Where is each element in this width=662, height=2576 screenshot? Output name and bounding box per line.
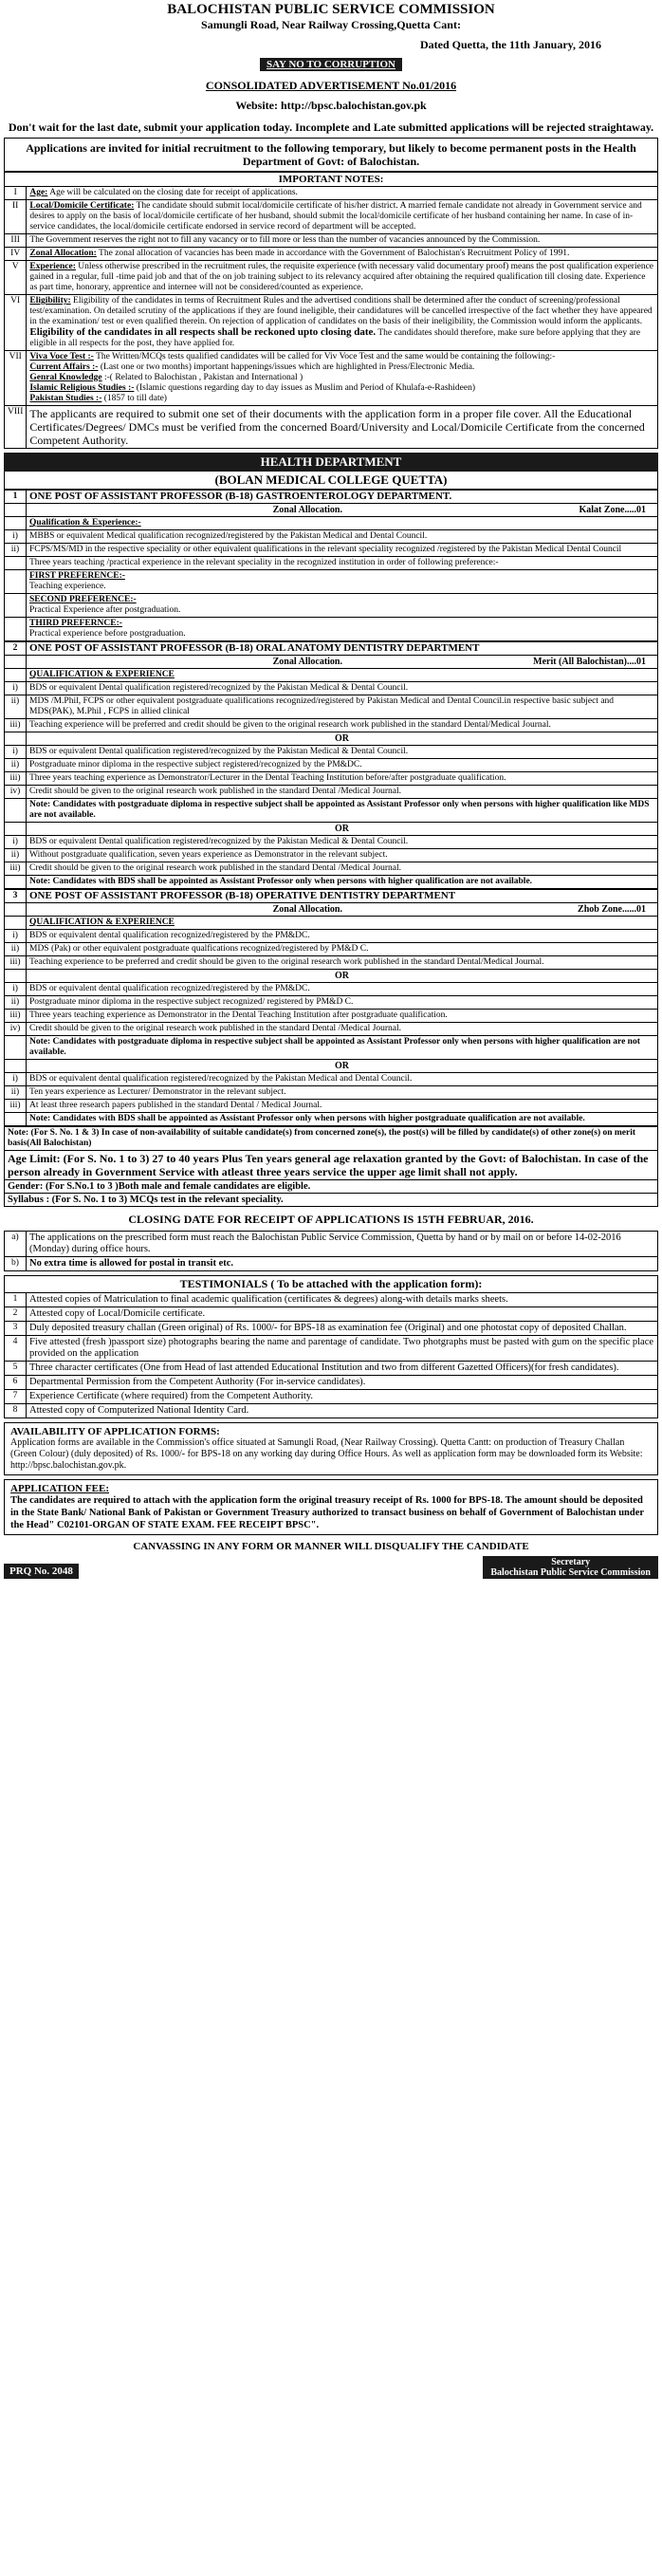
post-zone-row: [5, 656, 658, 669]
testimonial-text: Attested copy of Local/Domicile certificate.: [27, 1307, 658, 1322]
note-row: [5, 187, 658, 200]
note-body: [27, 187, 658, 200]
item-body: [27, 682, 658, 695]
item-text: At least three research papers published in the standard Dental / Medical Journal.: [29, 1101, 322, 1110]
item-body: [27, 996, 658, 1010]
testimonial-row: [5, 1362, 658, 1376]
item-text: Practical experience before postgraduation.: [29, 629, 186, 639]
note-body: [27, 406, 658, 449]
post-number: 3: [5, 890, 27, 903]
item-number: iii): [5, 956, 27, 970]
zone-label: Zonal Allocation.: [272, 505, 342, 515]
advert-number: CONSOLIDATED ADVERTISEMENT No.01/2016: [205, 79, 457, 92]
post-zone-row: [5, 903, 658, 917]
item-number: iv): [5, 786, 27, 799]
website-line: Website: http://bpsc.balochistan.gov.pk: [235, 99, 427, 112]
commission-address: Samungli Road, Near Railway Crossing,Quetta Cant:: [201, 18, 461, 31]
item-number: [5, 1113, 27, 1126]
item-text: BDS or equivalent dental qualification recognized/registered by the PM&DC.: [29, 931, 310, 940]
post-number: 1: [5, 491, 27, 504]
item-body: [27, 1010, 658, 1023]
intro-box: [4, 138, 658, 172]
or-spacer: [5, 1060, 27, 1073]
note-row: [5, 234, 658, 248]
age-limit: Age Limit: (For S. No. 1 to 3) 27 to 40 years Plus Ten years general age relaxation granted by the Govt: of Balochistan. In case of the person already in Government Service with atleast three years service the upper age limit shall not apply.: [5, 1151, 658, 1180]
note-body: [27, 261, 658, 295]
item-text: Teaching experience to be preferred and credit should be given to the original research work published in the standard Dental/Medical Journal.: [29, 957, 544, 967]
item-body: [27, 1113, 658, 1126]
item-text: Three years teaching experience as Demonstrator in the Dental Teaching Institution after postgraduate qualification.: [29, 1010, 448, 1020]
availability-text: Application forms are available in the Commission's office situated at Samungli Road, (Near Railway Crossing). Quetta Cantt: on production of Treasury Challan (Green Colour) (duly deposited) of Rs. 1000/- for BPS-18 on any working day during Office Hours. As well as application form may be downloaded form its Website: http://bpsc.balochistan.gov.pk.: [10, 1437, 643, 1471]
item-number: iii): [5, 1100, 27, 1113]
item-text: BDS or equivalent dental qualification recognized/registered by the PM&DC.: [29, 984, 310, 993]
item-number: iii): [5, 719, 27, 732]
note-text: Unless otherwise prescribed in the recruitment rules, the requisite experience (with necessary valid documentary proof) means the post qualification experience gained in a regular, full -time paid job and that of the on job training subject to its relevancy acquired after obtaining the required qualification till closing date. Experience as part time, honorary, apprentice and internee will not be considered/counted as experience.: [29, 262, 654, 292]
note-tail: The candidates should therefore, make sure before applying that they are eligible in all respects for the post, they have applied for.: [29, 328, 641, 348]
testimonial-text: Duly deposited treasury challan (Green original) of Rs. 1000/- for BPS-18 as examination fee (Original) and one photostat copy of deposited Challan.: [27, 1322, 658, 1336]
item-number: [5, 799, 27, 823]
item-body: [27, 836, 658, 849]
qualification-item: [5, 1023, 658, 1036]
item-body: [27, 570, 658, 594]
qualification-item: [5, 1036, 658, 1060]
note-sub-item: [29, 394, 654, 404]
or-row: [5, 970, 658, 983]
closing-note-number: a): [5, 1232, 27, 1257]
item-text: Teaching experience will be preferred and credit should be given to the original research work published in the standard Dental/Medical Journal.: [29, 720, 551, 730]
item-number: iii): [5, 1010, 27, 1023]
qualification-item: [5, 876, 658, 889]
note-sub-label: Current Affairs :-: [29, 362, 99, 372]
post-qual-title: Qualification & Experience:-: [27, 517, 658, 530]
post-table: [4, 889, 658, 1126]
item-body: [27, 1086, 658, 1100]
closing-notes-table: [4, 1231, 658, 1271]
testimonial-row: [5, 1336, 658, 1362]
qualification-item: [5, 1086, 658, 1100]
canvassing-warning: CANVASSING IN ANY FORM OR MANNER WILL DISQUALIFY THE CANDIDATE: [133, 1541, 529, 1552]
item-body: [27, 983, 658, 996]
item-body: [27, 943, 658, 956]
post-zone-row: [5, 504, 658, 517]
note-label: Experience:: [29, 262, 76, 271]
footer: [4, 1556, 658, 1579]
qualification-item: [5, 956, 658, 970]
post-qual-row: [5, 917, 658, 930]
item-body: [27, 876, 658, 889]
item-body: [27, 530, 658, 544]
qualification-item: [5, 996, 658, 1010]
qualification-item: [5, 1100, 658, 1113]
closing-date: CLOSING DATE FOR RECEIPT OF APPLICATIONS IS 15TH FEBRUAR, 2016.: [128, 1213, 534, 1226]
item-number: [5, 557, 27, 570]
item-body: [27, 786, 658, 799]
item-text: BDS or equivalent Dental qualification registered/recognized by the Pakistan Medical & Dental Council.: [29, 837, 409, 846]
item-body: [27, 1036, 658, 1060]
qualification-item: [5, 786, 658, 799]
qualification-item: [5, 759, 658, 772]
testimonial-text: Attested copy of Computerized National Identity Card.: [27, 1404, 658, 1418]
posts-section: [4, 490, 658, 1126]
slogan-banner: SAY NO TO CORRUPTION: [260, 58, 402, 71]
item-text: Note: Candidates with BDS shall be appointed as Assistant Professor only when persons with higher postgraduate qualification are not available.: [29, 1114, 585, 1123]
note-text: The zonal allocation of vacancies has been made in accordance with the Government of Balochistan's Recruitment Policy of 1991.: [99, 249, 570, 258]
note-text: The candidate should submit local/domicile certificate of his/her district. A married female candidate not already in Government service and desires to apply on the basis of local/domicile certificate of her husband, should submit the local/domicile certificate of her husband containing her name. In case of in-service candidates, the local/domicile certificate endorsed in service record of department will be accepted.: [29, 201, 642, 232]
qualification-item: [5, 799, 658, 823]
item-heading: SECOND PREFERENCE:-: [29, 595, 137, 604]
qualification-item: [5, 849, 658, 862]
item-body: [27, 956, 658, 970]
note-bold: Eligibility of the candidates in all respects shall be reckoned upto closing date.: [29, 326, 377, 338]
item-body: [27, 1073, 658, 1086]
or-separator: OR: [27, 823, 658, 836]
testimonial-row: [5, 1376, 658, 1390]
post-zone-cell: [27, 903, 658, 917]
note-text: The Government reserves the right not to fill any vacancy or to fill more or less than the number of vacancies announced by the Commission.: [29, 235, 541, 245]
item-body: [27, 849, 658, 862]
item-body: [27, 618, 658, 641]
item-text: Postgraduate minor diploma in the respective subject recognized/ registered by PM&D C.: [29, 997, 354, 1007]
item-text: Credit should be given to the original research work published in the standard Dental /Medical Journal.: [29, 1024, 402, 1033]
post-title: ONE POST OF ASSISTANT PROFESSOR (B-18) ORAL ANATOMY DENTISTRY DEPARTMENT: [27, 642, 658, 656]
item-body: [27, 544, 658, 557]
post-qual-title: QUALIFICATION & EXPERIENCE: [27, 669, 658, 682]
note-text: The applicants are required to submit one set of their documents with the application form in a proper file cover. All the Educational Certificates/Degrees/ DMCs must be verified from the concerned Board/University and Local/Domicile Certificate from the concerned Competent Authority.: [29, 407, 645, 447]
testimonial-number: 2: [5, 1307, 27, 1322]
item-number: ii): [5, 544, 27, 557]
post-title-row: [5, 491, 658, 504]
post-title: ONE POST OF ASSISTANT PROFESSOR (B-18) OPERATIVE DENTISTRY DEPARTMENT: [27, 890, 658, 903]
item-number: ii): [5, 849, 27, 862]
or-separator: OR: [27, 1060, 658, 1073]
item-text: Three years teaching experience as Demonstrator/Lecturer in the Dental Teaching Institution before/after postgraduate qualification.: [29, 773, 506, 783]
item-text: Postgraduate minor diploma in the respective subject registered/recognized by the PM&DC.: [29, 760, 362, 769]
secretary-org: Balochistan Public Service Commission: [490, 1567, 651, 1578]
note-row: [5, 406, 658, 449]
item-text: BDS or equivalent Dental qualification registered/recognized by the Pakistan Medical & Dental Council.: [29, 747, 409, 756]
item-number: [5, 570, 27, 594]
note-number: IV: [5, 248, 27, 261]
post-title: ONE POST OF ASSISTANT PROFESSOR (B-18) GASTROENTEROLOGY DEPARTMENT.: [27, 491, 658, 504]
warning-text: Don't wait for the last date, submit your application today. Incomplete and Late submitted applications will be rejected straightaway.: [8, 120, 654, 134]
note-sub-item: [29, 383, 654, 394]
item-body: [27, 695, 658, 719]
post-table: [4, 641, 658, 889]
zone-label: Zonal Allocation.: [272, 904, 342, 915]
post-qual-title: QUALIFICATION & EXPERIENCE: [27, 917, 658, 930]
item-number: i): [5, 682, 27, 695]
or-row: [5, 823, 658, 836]
note-body: [27, 295, 658, 351]
qualification-item: [5, 557, 658, 570]
secretary-title: Secretary: [551, 1557, 591, 1567]
item-number: iii): [5, 862, 27, 876]
or-spacer: [5, 970, 27, 983]
item-text: Three years teaching /practical experience in the relevant speciality in the recognized institution in order of following preference:-: [29, 558, 499, 567]
testimonials-title: TESTIMONIALS ( To be attached with the application form):: [4, 1275, 658, 1292]
post-zone-cell: [27, 656, 658, 669]
note-label: Zonal Allocation:: [29, 249, 97, 258]
department-name: HEALTH DEPARTMENT: [4, 453, 658, 472]
item-number: [5, 594, 27, 618]
testimonial-row: [5, 1404, 658, 1418]
item-number: i): [5, 530, 27, 544]
note-sub-item: [29, 373, 654, 383]
or-row: [5, 732, 658, 746]
item-number: i): [5, 983, 27, 996]
note-number: VI: [5, 295, 27, 351]
item-text: Credit should be given to the original research work published in the standard Dental /Medical Journal.: [29, 787, 402, 796]
or-separator: OR: [27, 970, 658, 983]
qualification-item: [5, 719, 658, 732]
closing-note-row: [5, 1232, 658, 1257]
closing-note-row: [5, 1257, 658, 1271]
item-body: [27, 759, 658, 772]
closing-note-text: No extra time is allowed for postal in transit etc.: [27, 1257, 658, 1271]
post-zone-spacer: [5, 903, 27, 917]
qualification-item: [5, 544, 658, 557]
note-label: Eligibility:: [29, 296, 71, 306]
note-number: I: [5, 187, 27, 200]
testimonial-row: [5, 1293, 658, 1307]
secretary-block: [483, 1556, 658, 1579]
item-number: i): [5, 930, 27, 943]
item-text: MDS /M.Phil, FCPS or other equivalent postgraduate qualifications recognized/registered by Pakistan Medical and Dental Council.in respective basic subject and MDS(PAK), M.Phil , FCPS in allied clinical: [29, 696, 615, 716]
item-number: ii): [5, 1086, 27, 1100]
post-qual-spacer: [5, 517, 27, 530]
note-sub-text: (Last one or two months) important happenings/issues which are highlighted in Press/Electronic Media.: [100, 362, 475, 372]
testimonial-number: 5: [5, 1362, 27, 1376]
note-text: The Written/MCQs tests qualified candidates will be called for Viv Voce Test and the same would be containing the following:-: [96, 352, 556, 361]
item-number: [5, 876, 27, 889]
testimonial-text: Attested copies of Matriculation to final academic qualification (certificates & degrees) along-with details marks sheets.: [27, 1293, 658, 1307]
note-number: II: [5, 200, 27, 234]
note-text: Age will be calculated on the closing date for receipt of applications.: [49, 188, 298, 197]
qualification-item: [5, 930, 658, 943]
item-number: iii): [5, 772, 27, 786]
qualification-item: [5, 1113, 658, 1126]
syllabus: Syllabus : (For S. No. 1 to 3) MCQs test in the relevant speciality.: [5, 1194, 658, 1207]
testimonial-number: 4: [5, 1336, 27, 1362]
note-sub-text: (Islamic questions regarding day to day issues as Muslim and Period of Khulafa-e-Rashideen): [136, 383, 476, 393]
qualification-item: [5, 862, 658, 876]
item-body: [27, 799, 658, 823]
qualification-item: [5, 943, 658, 956]
or-spacer: [5, 732, 27, 746]
testimonial-text: Departmental Permission from the Competent Authority (For in-service candidates).: [27, 1376, 658, 1390]
qualification-item: [5, 682, 658, 695]
post-title-row: [5, 642, 658, 656]
item-text: Credit should be given to the original research work published in the standard Dental /Medical Journal.: [29, 863, 402, 873]
item-number: iv): [5, 1023, 27, 1036]
item-text: BDS or equivalent Dental qualification registered/recognized by the Pakistan Medical & Dental Council.: [29, 683, 409, 693]
note-sub-label: Islamic Religious Studies :-: [29, 383, 135, 393]
testimonials-table: [4, 1292, 658, 1418]
item-text: Note: Candidates with postgraduate diploma in respective subject shall be appointed as Assistant Professor only when persons with higher qualification are not available.: [29, 1037, 640, 1057]
qualification-item: [5, 695, 658, 719]
advertisement-page: [4, 2, 658, 1579]
footnote: Note: (For S. No. 1 & 3) In case of non-availability of suitable candidate(s) from concerned zone(s), the post(s) will be filled by candidate(s) of other zone(s) on merit basis(All Balochistan): [5, 1127, 658, 1151]
item-heading: THIRD PREFERNCE:-: [29, 619, 122, 628]
item-number: ii): [5, 996, 27, 1010]
zone-value: Zhob Zone......01: [578, 904, 646, 915]
availability-box: [4, 1422, 658, 1475]
testimonial-row: [5, 1390, 658, 1404]
note-row: [5, 351, 658, 406]
intro-text: Applications are invited for initial recruitment to the following temporary, but likely to become permanent posts in the Health Department of Govt: of Balochistan.: [26, 141, 636, 168]
qualification-item: [5, 1010, 658, 1023]
qualification-item: [5, 1073, 658, 1086]
availability-title: AVAILABILITY OF APPLICATION FORMS:: [10, 1426, 220, 1437]
item-text: Note: Candidates with BDS shall be appointed as Assistant Professor only when persons with higher qualification are not available.: [29, 877, 533, 886]
item-number: [5, 1036, 27, 1060]
post-qual-spacer: [5, 917, 27, 930]
or-row: [5, 1060, 658, 1073]
qualification-item: [5, 618, 658, 641]
item-text: Without postgraduate qualification, seven years experience as Demonstrator in the relevant subject.: [29, 850, 388, 860]
item-body: [27, 594, 658, 618]
fee-text: The candidates are required to attach with the application form the original treasury receipt of Rs. 1000 for BPS-18. The amount should be deposited in the State Bank/ National Bank of Pakistan or Government Treasury authorized to transact business on behalf of Government of Balochistan under the Head" C02101-ORGAN OF STATE EXAM. FEE RECEIPT BPSC".: [10, 1495, 644, 1530]
closing-note-text: The applications on the prescribed form must reach the Balochistan Public Service Commission, Quetta by hand or by mail on or before 14-02-2016 (Monday) during office hours.: [27, 1232, 658, 1257]
item-text: MDS (Pak) or other equivalent postgraduate qualfications recognized/registered by PM&D C.: [29, 944, 369, 954]
post-qual-row: [5, 669, 658, 682]
item-number: i): [5, 836, 27, 849]
item-body: [27, 1100, 658, 1113]
fee-title: APPLICATION FEE:: [10, 1483, 109, 1494]
note-number: V: [5, 261, 27, 295]
item-number: ii): [5, 759, 27, 772]
post-table: [4, 490, 658, 641]
testimonial-row: [5, 1307, 658, 1322]
item-text: BDS or equivalent dental qualification registered/recognized by the Pakistan Medical and Dental Council.: [29, 1074, 413, 1084]
item-body: [27, 772, 658, 786]
qualification-item: [5, 836, 658, 849]
item-body: [27, 719, 658, 732]
note-row: [5, 248, 658, 261]
note-number: VIII: [5, 406, 27, 449]
or-separator: OR: [27, 732, 658, 746]
post-qual-row: [5, 517, 658, 530]
testimonial-text: Experience Certificate (where required) from the Competent Authority.: [27, 1390, 658, 1404]
item-text: Ten years experience as Lecturer/ Demonstrator in the relevant subject.: [29, 1087, 286, 1097]
note-body: [27, 351, 658, 406]
qualification-item: [5, 530, 658, 544]
gender: Gender: (For S.No.1 to 3 )Both male and female candidates are eligible.: [5, 1180, 658, 1194]
item-body: [27, 746, 658, 759]
item-body: [27, 862, 658, 876]
post-title-row: [5, 890, 658, 903]
zone-value: Kalat Zone.....01: [579, 505, 646, 515]
testimonial-number: 3: [5, 1322, 27, 1336]
qualification-item: [5, 772, 658, 786]
note-row: [5, 200, 658, 234]
note-sub-label: Pakistan Studies :-: [29, 394, 102, 403]
testimonial-number: 8: [5, 1404, 27, 1418]
item-text: Teaching experience.: [29, 582, 106, 591]
or-spacer: [5, 823, 27, 836]
department-sub: (BOLAN MEDICAL COLLEGE QUETTA): [4, 472, 658, 490]
general-table: [4, 1126, 658, 1207]
note-body: [27, 234, 658, 248]
testimonial-number: 1: [5, 1293, 27, 1307]
note-body: [27, 200, 658, 234]
note-number: VII: [5, 351, 27, 406]
zone-value: Merit (All Balochistan)....01: [533, 657, 646, 667]
note-label: Age:: [29, 188, 48, 197]
note-sub-text: :-( Related to Balochistan , Pakistan and International ): [104, 373, 303, 382]
zone-label: Zonal Allocation.: [272, 657, 342, 667]
dated-line: Dated Quetta, the 11th January, 2016: [419, 38, 601, 51]
note-sub-label: Genral Knowledge: [29, 373, 102, 382]
note-row: [5, 295, 658, 351]
closing-note-number: b): [5, 1257, 27, 1271]
item-heading: FIRST PREFERENCE:-: [29, 571, 125, 581]
note-row: [5, 261, 658, 295]
testimonial-text: Five attested (fresh )passport size) photographs bearing the name and parentage of candidate. Two photgraphs must be pasted with gum on the specific place provided on the application: [27, 1336, 658, 1362]
note-sub-text: (1857 to till date): [103, 394, 167, 403]
post-qual-spacer: [5, 669, 27, 682]
post-zone-spacer: [5, 656, 27, 669]
item-number: [5, 618, 27, 641]
qualification-item: [5, 594, 658, 618]
notes-title: IMPORTANT NOTES:: [4, 172, 658, 186]
post-number: 2: [5, 642, 27, 656]
testimonial-number: 7: [5, 1390, 27, 1404]
note-sub-item: [29, 362, 654, 373]
post-zone-cell: [27, 504, 658, 517]
item-body: [27, 1023, 658, 1036]
item-body: [27, 557, 658, 570]
notes-table: [4, 186, 658, 449]
item-text: Note: Candidates with postgraduate diploma in respective subject shall be appointed as Assistant Professor only when persons with higher qualification like MDS are not available.: [29, 800, 650, 820]
testimonial-number: 6: [5, 1376, 27, 1390]
item-text: MBBS or equivalent Medical qualification recognized/registered by the Pakistan Medical and Dental Council.: [29, 531, 428, 541]
item-number: i): [5, 746, 27, 759]
item-body: [27, 930, 658, 943]
note-body: [27, 248, 658, 261]
note-label: Viva Voce Test :-: [29, 352, 94, 361]
item-number: ii): [5, 943, 27, 956]
qualification-item: [5, 746, 658, 759]
item-text: Practical Experience after postgraduation.: [29, 605, 181, 615]
qualification-item: [5, 983, 658, 996]
item-text: FCPS/MS/MD in the respective speciality or other equivalent qualifications in the relevant speciality recognized /registered by the Pakistan Medical Dental Council: [29, 545, 622, 554]
note-number: III: [5, 234, 27, 248]
qualification-item: [5, 570, 658, 594]
testimonial-text: Three character certificates (One from Head of last attended Educational Institution and two from different Gazetted Officers)(for fresh candidates).: [27, 1362, 658, 1376]
testimonial-row: [5, 1322, 658, 1336]
note-label: Local/Domicile Certificate:: [29, 201, 135, 211]
commission-title: BALOCHISTAN PUBLIC SERVICE COMMISSION: [167, 2, 495, 17]
item-number: i): [5, 1073, 27, 1086]
post-zone-spacer: [5, 504, 27, 517]
fee-box: [4, 1479, 658, 1535]
note-text: Eligibility of the candidates in terms of Recruitment Rules and the advertised conditions shall be determined after the conduct of screening/professional test/examination. On detailed scrutiny of the applications if they are found ineligible, their candidatures will be cancelled irrespective of the fact whether they have appeared in the examination/ test or even qualified therein. On rejection of application of candidates on the basis of their ineligibility, the Commission would inform the applicants.: [29, 296, 653, 326]
item-number: ii): [5, 695, 27, 719]
prq-number: PRQ No. 2048: [4, 1564, 79, 1579]
